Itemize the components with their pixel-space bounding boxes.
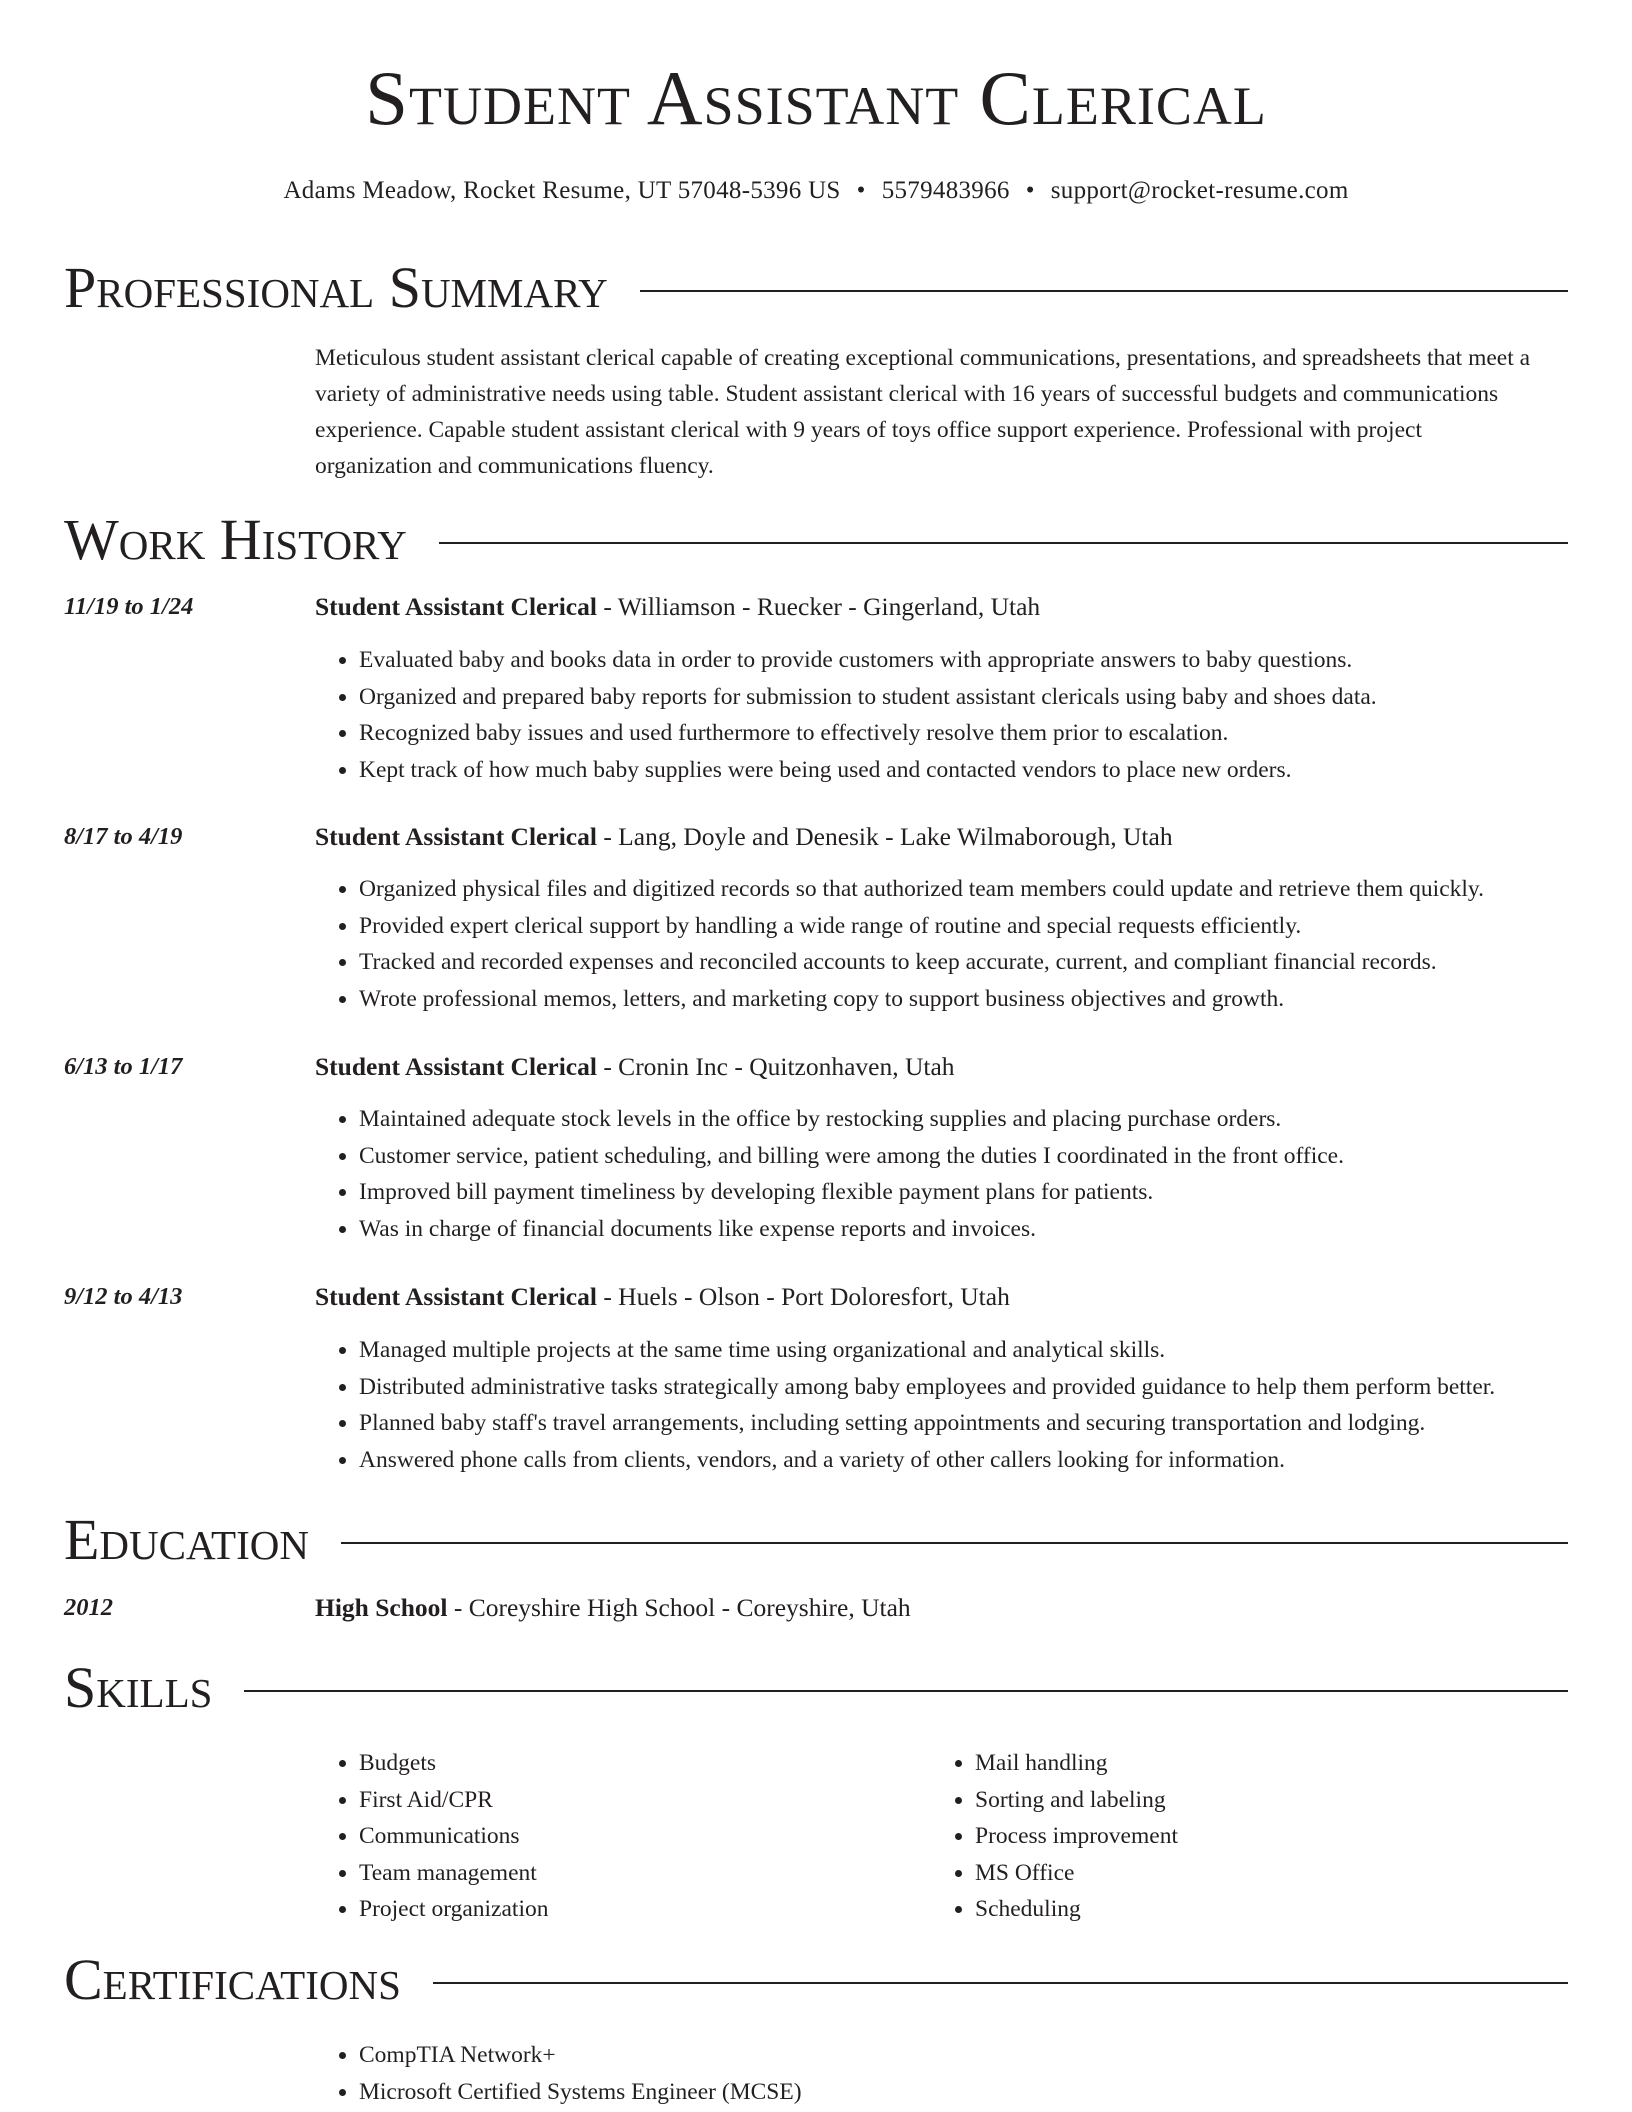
- job-dates: 6/13 to 1/17: [64, 1053, 183, 1080]
- job-title: Student Assistant Clerical: [315, 592, 597, 621]
- list-item: • Organized physical files and digitized records so that authorized team members could update and retrieve them quickly.: [359, 871, 1592, 908]
- list-item: • Budgets: [359, 1745, 548, 1782]
- job-title: Student Assistant Clerical: [315, 1052, 597, 1081]
- section-title: Professional Summary: [64, 255, 608, 320]
- list-item: • Organized and prepared baby reports for submission to student assistant clericals using baby and shoes data.: [359, 679, 1592, 716]
- education-year: 2012: [64, 1594, 113, 1621]
- contact-email: support@rocket-resume.com: [1050, 177, 1349, 204]
- list-item: • Provided expert clerical support by handling a wide range of routine and special requests efficiently.: [359, 908, 1592, 945]
- section-title: Skills: [64, 1655, 213, 1720]
- list-item: • Communications: [359, 1818, 548, 1855]
- list-item: • MS Office: [975, 1855, 1178, 1892]
- job-title-line: [315, 592, 1040, 622]
- job-title: Student Assistant Clerical: [315, 822, 597, 851]
- list-item: • Improved bill payment timeliness by developing flexible payment plans for patients.: [359, 1174, 1592, 1211]
- list-item: • Scheduling: [975, 1891, 1178, 1928]
- section-divider: [640, 290, 1568, 292]
- contact-line: [0, 176, 1632, 206]
- contact-separator: •: [1025, 177, 1035, 204]
- candidate-name: Student Assistant Clerical: [365, 55, 1267, 141]
- list-item: • Customer service, patient scheduling, and billing were among the duties I coordinated in the front office.: [359, 1138, 1592, 1175]
- list-item: • Mail handling: [975, 1745, 1178, 1782]
- job-bullets: [315, 642, 1592, 789]
- job-title-line: [315, 822, 1173, 852]
- section-title: Certifications: [64, 1947, 401, 2012]
- job-title-line: [315, 1052, 955, 1082]
- skills-list-right: [931, 1745, 1178, 1928]
- list-item: • Process improvement: [975, 1818, 1178, 1855]
- list-item: • Wrote professional memos, letters, and marketing copy to support business objectives and growth.: [359, 981, 1592, 1018]
- list-item: • Maintained adequate stock levels in the office by restocking supplies and placing purchase orders.: [359, 1101, 1592, 1138]
- job-details: - Cronin Inc - Quitzonhaven, Utah: [596, 1052, 955, 1081]
- job-bullets: [315, 871, 1592, 1018]
- section-title: Education: [64, 1507, 309, 1572]
- certifications-list: [315, 2037, 802, 2110]
- list-item: • Answered phone calls from clients, vendors, and a variety of other callers looking for information.: [359, 1442, 1592, 1479]
- skills-list-left: [315, 1745, 548, 1928]
- list-item: • Sorting and labeling: [975, 1782, 1178, 1819]
- list-item: • Distributed administrative tasks strategically among baby employees and provided guidance to help them perform better.: [359, 1369, 1592, 1406]
- list-item: • Tracked and recorded expenses and reconciled accounts to keep accurate, current, and compliant financial records.: [359, 944, 1592, 981]
- summary-text: Meticulous student assistant clerical capable of creating exceptional communications, presentations, and spreadsheets that meet a variety of administrative needs using table. Student assistant clerical with 16 years of successful budgets and communications experience. Capable student assistant clerical with 9 years of toys office support experience. Professional with project organization and communications fluency.: [315, 345, 1531, 479]
- education-details: - Coreyshire High School - Coreyshire, Utah: [447, 1593, 911, 1622]
- job-title: Student Assistant Clerical: [315, 1282, 597, 1311]
- section-divider: [433, 1982, 1568, 1984]
- job-details: - Williamson - Ruecker - Gingerland, Utah: [596, 592, 1041, 621]
- job-details: - Huels - Olson - Port Doloresfort, Utah: [596, 1282, 1010, 1311]
- job-title-line: [315, 1282, 1010, 1312]
- list-item: • Managed multiple projects at the same time using organizational and analytical skills.: [359, 1332, 1592, 1369]
- section-certifications-header: [64, 1945, 1568, 2015]
- section-title: Work History: [64, 507, 407, 572]
- section-education-header: [64, 1505, 1568, 1575]
- list-item: • Microsoft Certified Systems Engineer (MCSE): [359, 2074, 802, 2111]
- section-work-header: [64, 505, 1568, 575]
- list-item: • First Aid/CPR: [359, 1782, 548, 1819]
- list-item: • Project organization: [359, 1891, 548, 1928]
- job-bullets: [315, 1332, 1592, 1479]
- section-skills-header: [64, 1653, 1568, 1723]
- list-item: • CompTIA Network+: [359, 2037, 802, 2074]
- job-dates: 8/17 to 4/19: [64, 823, 183, 850]
- section-divider: [244, 1690, 1568, 1692]
- list-item: • Evaluated baby and books data in order to provide customers with appropriate answers to baby questions.: [359, 642, 1592, 679]
- contact-phone: 5579483966: [881, 177, 1010, 204]
- contact-separator: •: [856, 177, 866, 204]
- list-item: • Recognized baby issues and used furthermore to effectively resolve them prior to escalation.: [359, 715, 1592, 752]
- education-line: [315, 1593, 911, 1623]
- job-dates: 11/19 to 1/24: [64, 593, 194, 620]
- job-details: - Lang, Doyle and Denesik - Lake Wilmaborough, Utah: [596, 822, 1173, 851]
- education-degree: High School: [315, 1593, 448, 1622]
- contact-address: Adams Meadow, Rocket Resume, UT 57048-5396 US: [283, 177, 841, 204]
- job-bullets: [315, 1101, 1592, 1248]
- list-item: • Team management: [359, 1855, 548, 1892]
- job-dates: 9/12 to 4/13: [64, 1283, 183, 1310]
- section-divider: [439, 542, 1568, 544]
- list-item: • Planned baby staff's travel arrangements, including setting appointments and securing transportation and lodging.: [359, 1405, 1592, 1442]
- section-divider: [341, 1542, 1568, 1544]
- list-item: • Was in charge of financial documents like expense reports and invoices.: [359, 1211, 1592, 1248]
- section-summary-header: [64, 253, 1568, 323]
- list-item: • Kept track of how much baby supplies were being used and contacted vendors to place new orders.: [359, 752, 1592, 789]
